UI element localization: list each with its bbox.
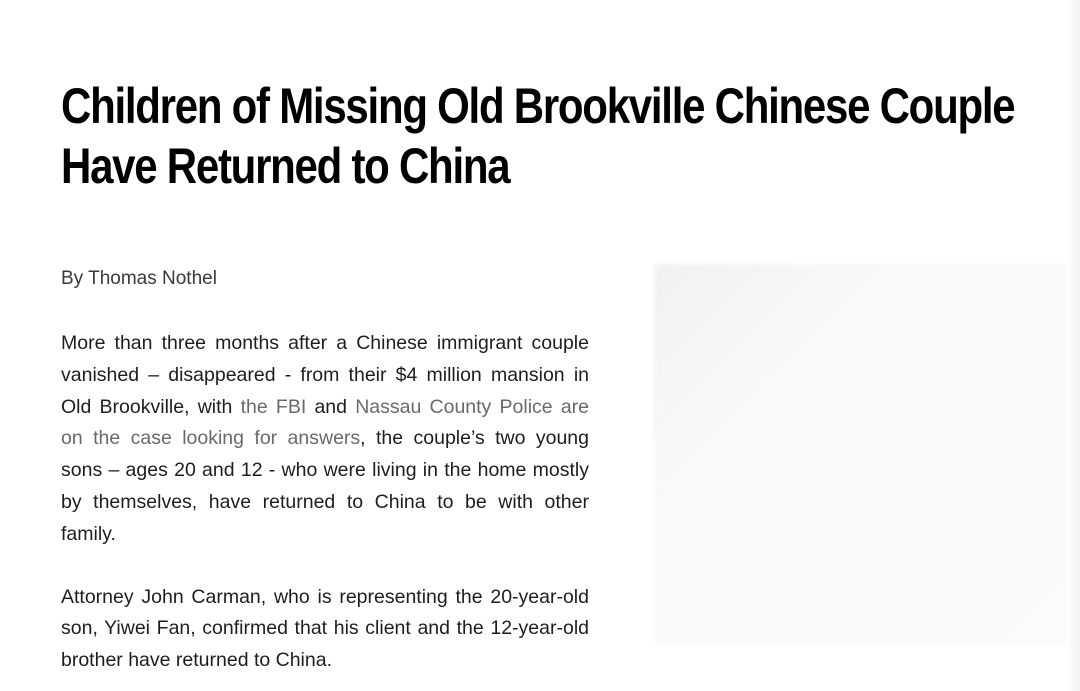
page-edge-shadow [1066, 0, 1080, 691]
article-headline [61, 76, 1015, 196]
paragraph-1-text-1: More than three months after a Chinese immigrant couple vanished – disappeared - from their $4 million mansion in Old Brookville, with [61, 332, 589, 418]
article-image-placeholder [654, 264, 1074, 645]
headline-line-2: Have Returned to China [61, 138, 510, 194]
byline: By Thomas Nothel [61, 268, 217, 289]
fbi-link[interactable]: the FBI [240, 395, 307, 418]
paragraph-1-text-3: , the couple’s two young sons – ages 20 and 12 - who were living in the home mostly by themselves, have returned to China to be with other family. [61, 427, 589, 545]
paragraph-1 [61, 328, 589, 551]
headline-line-1: Children of Missing Old Brookville Chinese Couple [61, 78, 1015, 134]
paragraph-1-text-2: and [306, 395, 356, 418]
nassau-police-link[interactable]: Nassau County Police are on the case looking for answers [61, 395, 590, 450]
article-body [61, 328, 589, 691]
paragraph-2: Attorney John Carman, who is representing the 20-year-old son, Yiwei Fan, confirmed that his client and the 12-year-old brother have returned to China. [61, 585, 589, 672]
